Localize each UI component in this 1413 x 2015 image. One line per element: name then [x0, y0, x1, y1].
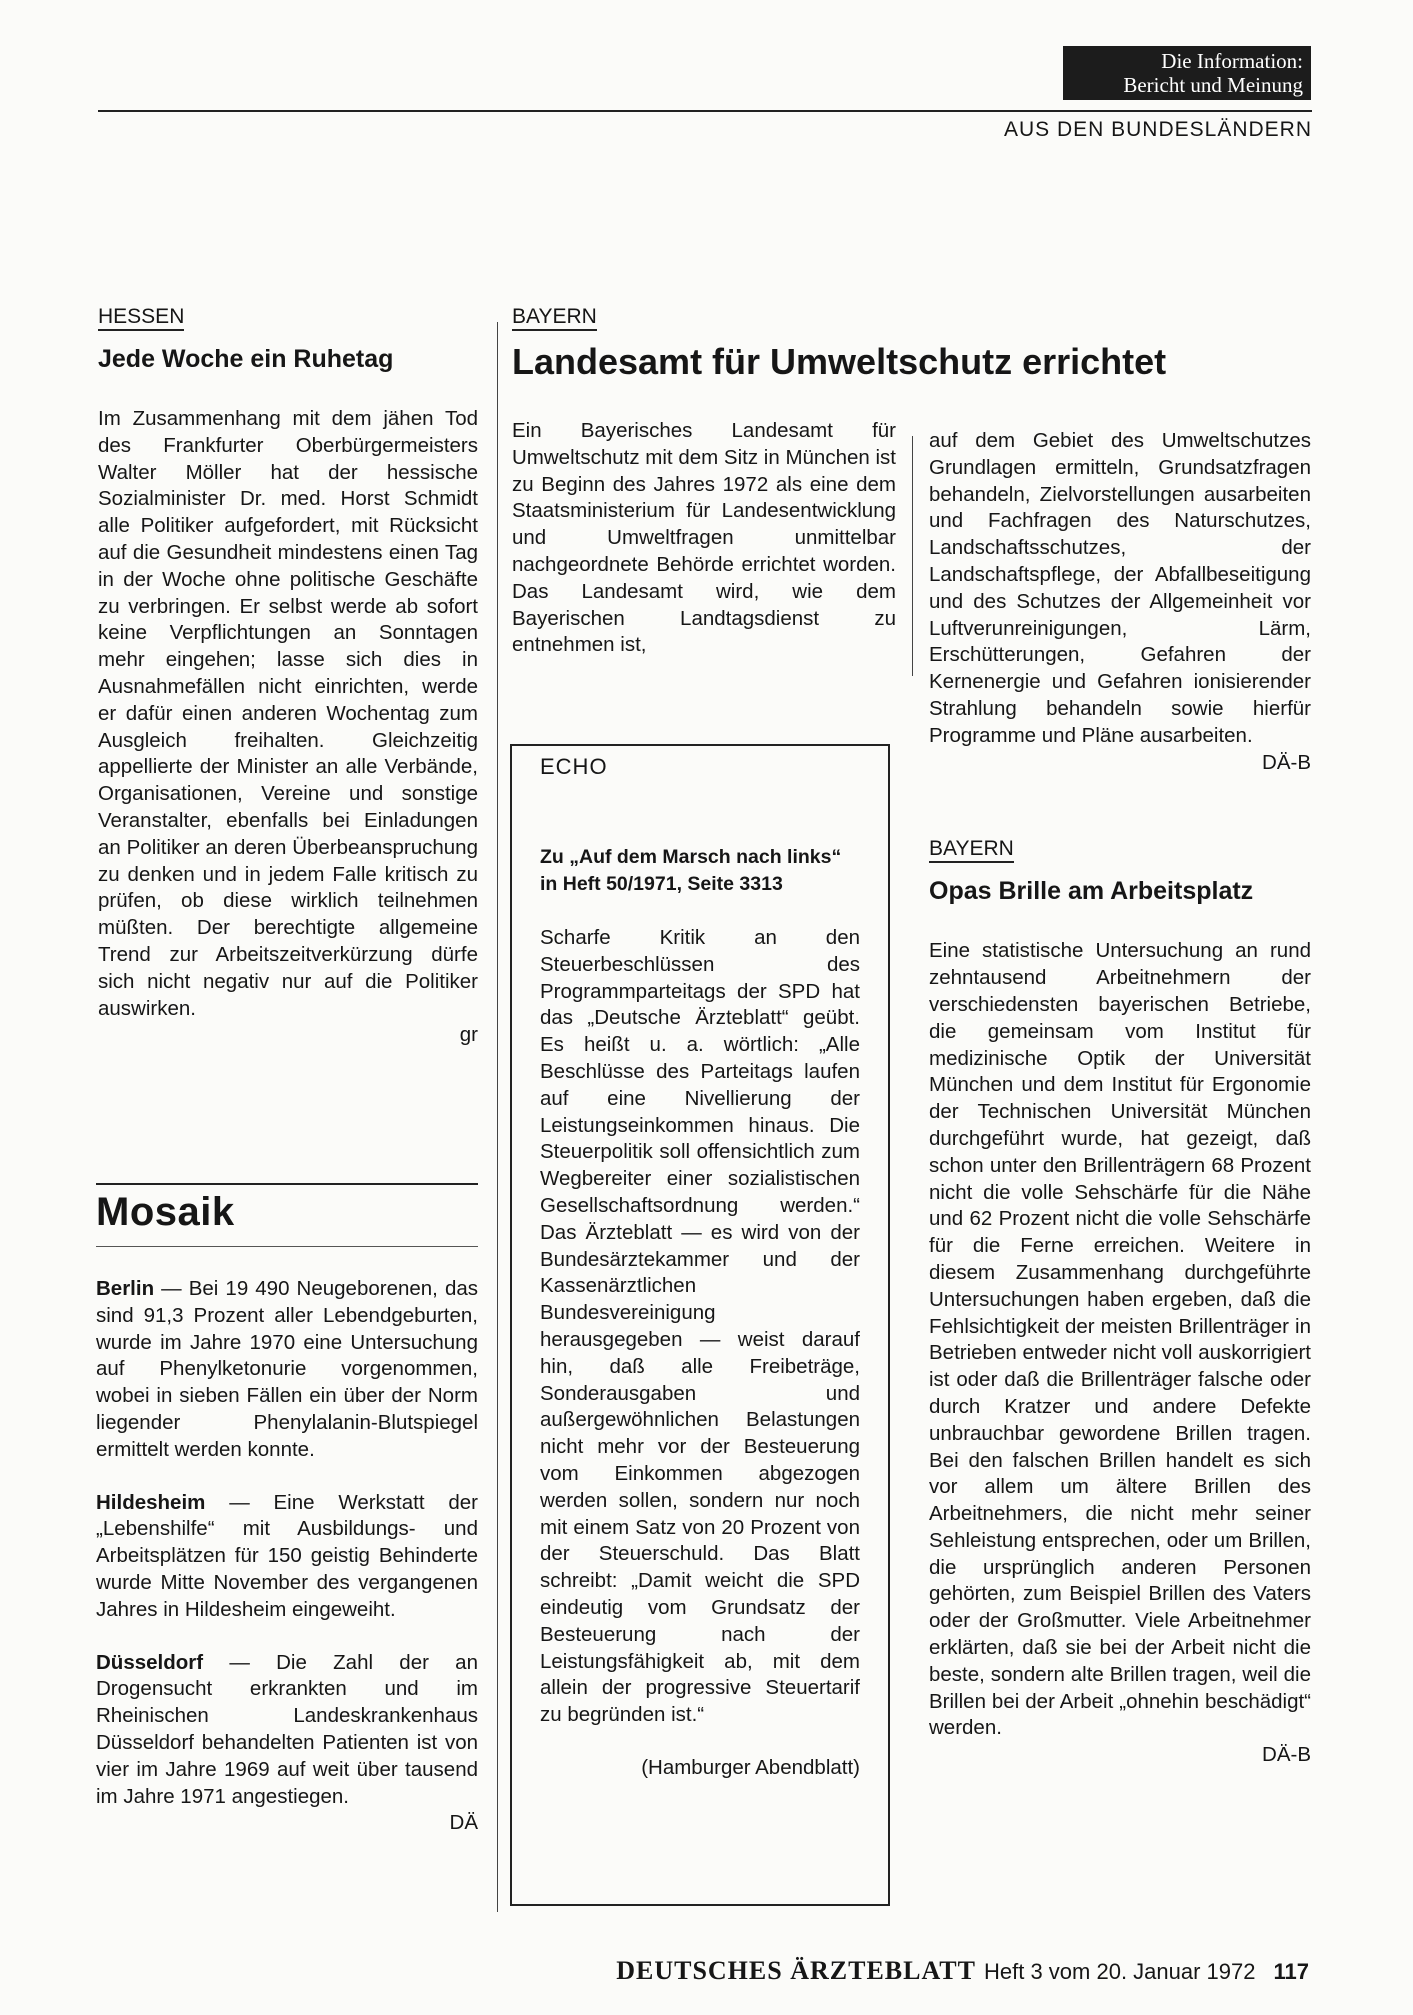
mosaik-items: [96, 1276, 478, 1837]
mosaik-item: Düsseldorf — Die Zahl der an Drogensucht erkrankten und im Rheinischen Landeskrankenhaus Düsseldorf behandelten Patienten ist von vier im Jahre 1969 auf weit über tausend im Jahre 1971 angestiegen.: [96, 1650, 478, 1808]
article-bayern-continuation: [929, 428, 1311, 1769]
echo-body: Scharfe Kritik an den Steuerbeschlüssen des Programmparteitags der SPD hat das „Deutsche Ärzteblatt“ geübt. Es heißt u. a. wörtlich: „Alle Beschlüsse des Parteitags laufen auf eine Nivellierung der Leistungseinkommen hinaus. Die Steuerpolitik soll offensichtlich zum Wegbereiter einer sozialistischen Gesellschaftsordnung werden.“ Das Ärzteblatt — es wird von der Bundesärztekammer und der Kassenärztlichen Bundesvereinigung herausgegeben — weist darauf hin, daß alle Freibeträge, Sonderausgaben und außergewöhnlichen Belastungen nicht mehr vor der Besteuerung vom Einkommen abgezogen werden sollen, sondern nur noch mit einem Satz von 20 Prozent von der Steuerschuld. Das Blatt schreibt: „Damit weicht die SPD eindeutig vom Grundsatz der Besteuerung nach der Leistungsfähigkeit ab, mit dem allein der progressive Steuertarif zu begründen ist.“ (Hamburger Abendblatt): [540, 925, 860, 1782]
article-kicker: BAYERN: [929, 836, 1311, 862]
page-rubric: AUS DEN BUNDESLÄNDERN: [1003, 118, 1312, 141]
article-bayern-brille: [929, 836, 1311, 1769]
echo-source: (Hamburger Abendblatt): [641, 1755, 860, 1779]
article-body: Eine statistische Untersuchung an rund zehntausend Arbeitnehmern der verschiedensten bayerischen Betriebe, die gemeinsam vom Institut für medizinische Optik der Universität München und dem Institut für Ergonomie der Technischen Universität München durchgeführt wurde, hat gezeigt, daß schon unter den Brillenträgern 68 Prozent nicht die volle Sehschärfe für die Nähe und 62 Prozent nicht die volle Sehschärfe für die Ferne erreichen. Weitere in diesem Zusammenhang durchgeführte Untersuchungen haben ergeben, daß die Fehlsichtigkeit der meisten Brillenträger in Betrieben entweder nicht voll auskorrigiert ist oder daß die Brillenträger falsche oder durch Kratzer und andere Defekte unbrauchbar gewordene Brillen tragen. Bei den falschen Brillen handelt es sich vor allem um ältere Brillen des Arbeitnehmers, die nicht mehr seiner Sehleistung entsprechen, oder um Brillen, die ursprünglich anderen Personen gehörten, zum Beispiel Brillen des Vaters oder der Großmutter. Viele Arbeitnehmer erklärten, daß sie bei der Arbeit nicht die beste, sondern alte Brillen tragen, weil die Brillen bei der Arbeit „ohnehin beschädigt“ werden. DÄ-B: [929, 938, 1311, 1769]
echo-box: [510, 744, 890, 1906]
mosaik-signature: DÄ: [449, 1811, 478, 1835]
column-divider-left: [497, 322, 498, 1912]
article-kicker: BAYERN: [512, 304, 896, 330]
page-footer: [616, 1956, 1309, 1986]
article-headline: Landesamt für Umweltschutz errichtet: [512, 341, 1167, 382]
article-body-left: Ein Bayerisches Landesamt für Umweltschutz mit dem Sitz in München ist zu Beginn des Jahres 1972 als eine dem Staatsministerium für Landesentwicklung und Umweltfragen unmittelbar nachgeordnete Behörde errichtet worden. Das Landesamt wird, wie dem Bayerischen Landtagsdienst zu entnehmen ist,: [512, 419, 896, 657]
issue-info: Heft 3 vom 20. Januar 1972: [984, 1959, 1256, 1984]
section-title-mosaik: Mosaik: [96, 1190, 235, 1234]
mosaik-item: Berlin — Bei 19 490 Neugeborenen, das sind 91,3 Prozent aller Lebendgeburten, wurde im Jahre 1970 eine Untersuchung auf Phenylketonurie vorgenommen, wobei in sieben Fällen ein über der Norm liegender Phenylalanin-Blutspiegel ermittelt werden konnte.: [96, 1277, 478, 1461]
page-number: 117: [1273, 1959, 1309, 1984]
badge-line-2: Bericht und Meinung: [1123, 73, 1303, 97]
article-kicker: HESSEN: [98, 304, 478, 330]
echo-headline: Zu „Auf dem Marsch nach links“ in Heft 50/1971, Seite 3313: [540, 846, 842, 895]
badge-line-1: Die Information:: [1161, 49, 1303, 73]
article-headline: Opas Brille am Arbeitsplatz: [929, 877, 1254, 906]
mosaik-item: Hildesheim — Eine Werkstatt der „Lebenshilfe“ mit Ausbildungs- und Arbeitsplätzen für 150 geistig Behinderte wurde Mitte November des vergangenen Jahres in Hildesheim eingeweiht.: [96, 1490, 478, 1621]
column-divider-right: [912, 436, 913, 676]
article-hessen: [98, 304, 478, 1049]
mosaik-top-rule: [96, 1183, 478, 1185]
article-headline: Jede Woche ein Ruhetag: [98, 345, 394, 373]
echo-title: ECHO: [540, 754, 608, 779]
masthead: DEUTSCHES ÄRZTEBLATT: [616, 1956, 976, 1985]
article-signature: gr: [459, 1023, 478, 1047]
header-rule: [98, 110, 1312, 112]
article-signature: DÄ-B: [1262, 750, 1311, 774]
article-bayern-landesamt: [512, 304, 1167, 659]
mosaik-bottom-rule: [96, 1246, 478, 1247]
article-body-right: auf dem Gebiet des Umweltschutzes Grundlagen ermitteln, Grundsatzfragen behandeln, Zielvorstellungen ausarbeiten und Fachfragen des Naturschutzes, Landschaftsschutzes, der Landschaftspflege, der Abfallbeseitigung und des Schutzes der Allgemeinheit vor Luftverunreinigungen, Lärm, Erschütterungen, Gefahren der Kernenergie und Gefahren ionisierender Strahlung behandeln sowie hierfür Programme und Pläne ausarbeiten. DÄ-B: [929, 428, 1311, 776]
section-badge: [1063, 46, 1311, 100]
article-signature: DÄ-B: [1262, 1743, 1311, 1767]
article-body: Im Zusammenhang mit dem jähen Tod des Frankfurter Oberbürgermeisters Walter Möller hat der hessische Sozialminister Dr. med. Horst Schmidt alle Politiker aufgefordert, mit Rücksicht auf die Gesundheit mindestens einen Tag in der Woche ohne politische Geschäfte zu verbringen. Er selbst werde ab sofort keine Verpflichtungen an Sonntagen mehr eingehen; lasse sich dies in Ausnahmefällen nicht einrichten, werde er dafür einen anderen Wochentag zum Ausgleich freihalten. Gleichzeitig appellierte der Minister an alle Verbände, Organisationen, Vereine und sonstige Veranstalter, ebenfalls bei Einladungen an Politiker an deren Überbeanspruchung zu denken und in jedem Falle kritisch zu prüfen, ob diese wirklich teilnehmen müßten. Der berechtigte allgemeine Trend zur Arbeitszeitverkürzung dürfe sich nicht negativ nur auf die Politiker auswirken. gr: [98, 406, 478, 1049]
